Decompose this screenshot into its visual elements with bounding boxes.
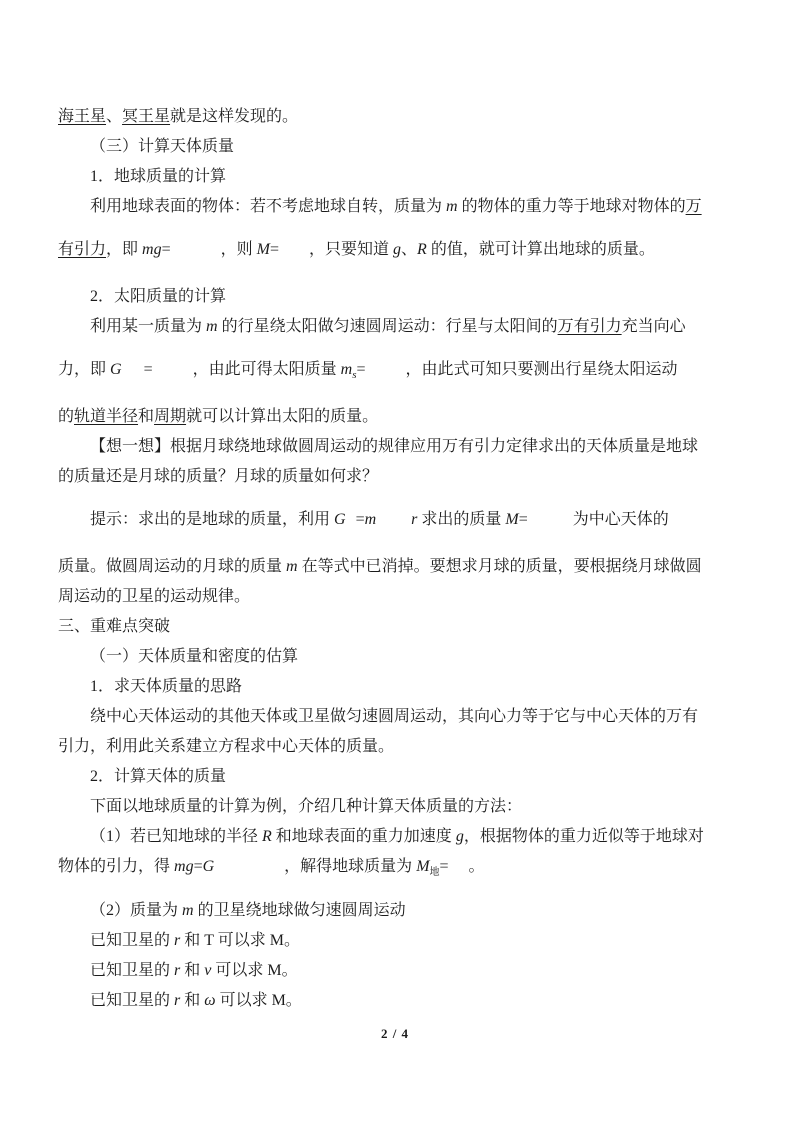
text-run: =	[161, 241, 171, 258]
text-line-1	[58, 102, 732, 132]
text-run: 、	[401, 241, 418, 258]
text-run: 就是这样发现的。	[170, 108, 299, 125]
text-run: =	[355, 511, 365, 528]
text-line-26	[58, 956, 732, 986]
text-run: ，只要知道	[309, 241, 394, 258]
text-run: 和地球表面的重力加速度	[271, 828, 456, 845]
text-line-3	[58, 162, 732, 192]
math-variable: m	[446, 198, 458, 215]
text-run: 和 T 可以求 M。	[180, 932, 300, 949]
math-variable: M	[256, 241, 270, 258]
text-run: =	[269, 241, 279, 258]
text-line-9	[58, 402, 732, 432]
math-variable: G	[334, 511, 346, 528]
text-line-2	[58, 132, 732, 162]
text-run: （2）质量为	[90, 902, 183, 919]
text-run: 和	[180, 962, 205, 979]
text-run: （1）若已知地球的半径	[90, 828, 263, 845]
math-variable: r	[174, 992, 181, 1009]
document-body	[58, 102, 732, 1016]
math-variable: G	[202, 858, 215, 875]
text-run: =	[439, 858, 449, 875]
math-variable: r	[174, 962, 181, 979]
text-run: 三、重难点突破	[58, 618, 171, 635]
text-run: 提示：求出的是地球的质量，利用	[90, 511, 335, 528]
math-subscript: s	[352, 369, 357, 381]
text-line-11	[58, 462, 732, 492]
text-line-8	[58, 355, 732, 385]
page-number: 2 / 4	[380, 1026, 410, 1041]
text-run: 力，即	[58, 361, 111, 378]
text-run: =	[193, 858, 203, 875]
text-line-14	[58, 582, 732, 612]
text-line-4	[58, 192, 732, 222]
text-run: 的质量还是月球的质量？月球的质量如何求？	[58, 468, 379, 485]
text-line-17	[58, 672, 732, 702]
text-run: （三）计算天体质量	[90, 138, 235, 155]
text-line-18	[58, 702, 732, 732]
text-run: 2．计算天体的质量	[90, 768, 227, 785]
text-line-6	[58, 282, 732, 312]
text-line-13	[58, 552, 732, 582]
text-line-25	[58, 926, 732, 956]
text-run: ，由此式可知只要测出行星绕太阳运动	[405, 361, 678, 378]
text-run: 的卫星绕地球做匀速圆周运动	[193, 902, 406, 919]
text-run: 下面以地球质量的计算为例，介绍几种计算天体质量的方法：	[90, 798, 523, 815]
text-run: 2．太阳质量的计算	[90, 288, 227, 305]
text-line-21	[58, 792, 732, 822]
math-variable: R	[417, 241, 427, 258]
underlined-term: 冥王星	[122, 108, 171, 125]
text-run: 已知卫星的	[90, 962, 175, 979]
text-run: =	[356, 361, 366, 378]
text-line-24	[58, 896, 732, 926]
text-run: 利用地球表面的物体：若不考虑地球自转，质量为	[90, 198, 447, 215]
underlined-term: 周期	[154, 408, 187, 425]
math-variable: G	[110, 361, 122, 378]
text-run: 可以求 M。	[215, 992, 302, 1009]
text-run: 的	[58, 408, 75, 425]
underlined-term: 万有引力	[557, 318, 622, 335]
text-line-15	[58, 612, 732, 642]
text-line-5	[58, 235, 732, 265]
text-run: ，解得地球质量为	[284, 858, 417, 875]
text-run: ，根据物体的重力近似等于地球对	[463, 828, 704, 845]
text-line-12	[58, 505, 732, 535]
text-run: ，即	[106, 241, 143, 258]
text-run: 。	[468, 858, 485, 875]
text-run: 充当向心	[621, 318, 686, 335]
text-run: 的行星绕太阳做匀速圆周运动：行星与太阳间的	[217, 318, 558, 335]
text-run: 和	[138, 408, 155, 425]
text-run: （一）天体质量和密度的估算	[90, 648, 299, 665]
text-run: 在等式中已消掉。要想求月球的质量，要根据绕月球做圆	[297, 558, 702, 575]
math-variable: m	[364, 511, 377, 528]
text-run: =	[143, 361, 153, 378]
text-run: 【想一想】根据月球绕地球做圆周运动的规律应用万有引力定律求出的天体质量是地球	[90, 438, 699, 455]
text-run: 1．求天体质量的思路	[90, 678, 243, 695]
text-run: 引力，利用此关系建立方程求中心天体的质量。	[58, 738, 395, 755]
text-run: ，则	[220, 241, 257, 258]
text-run: 质量。做圆周运动的月球的质量	[58, 558, 287, 575]
math-variable: mg	[174, 858, 194, 875]
math-variable: m	[206, 318, 218, 335]
text-run: 周运动的卫星的运动规律。	[58, 588, 251, 605]
underlined-term: 有引力	[58, 241, 107, 258]
text-run: 1．地球质量的计算	[90, 168, 227, 185]
text-run: 和	[180, 992, 205, 1009]
text-run: 物体的引力，得	[58, 858, 175, 875]
text-line-22	[58, 822, 732, 852]
text-run: 可以求 M。	[211, 962, 298, 979]
text-run: 就可以计算出太阳的质量。	[186, 408, 379, 425]
math-variable: mg	[142, 241, 162, 258]
text-line-27	[58, 986, 732, 1016]
math-variable: g	[455, 828, 464, 845]
math-variable: m	[182, 902, 194, 919]
text-line-16	[58, 642, 732, 672]
text-line-10	[58, 432, 732, 462]
text-line-19	[58, 732, 732, 762]
math-variable: ω	[204, 992, 216, 1009]
text-run: 利用某一质量为	[90, 318, 207, 335]
math-subscript: 地	[429, 867, 440, 878]
text-run: 绕中心天体运动的其他天体或卫星做匀速圆周运动，其向心力等于它与中心天体的万有	[90, 708, 699, 725]
text-run: 、	[106, 108, 123, 125]
text-run: 已知卫星的	[90, 992, 175, 1009]
math-variable: g	[393, 241, 402, 258]
math-variable: m	[286, 558, 298, 575]
text-run: ，由此可得太阳质量	[192, 361, 341, 378]
underlined-term: 轨道半径	[74, 408, 139, 425]
text-line-23	[58, 852, 732, 882]
text-line-7	[58, 312, 732, 342]
math-variable: M	[505, 511, 519, 528]
underlined-term: 万	[685, 198, 702, 215]
text-run: 的物体的重力等于地球对物体的	[457, 198, 686, 215]
text-run: 为中心天体的	[572, 511, 669, 528]
math-variable: r	[174, 932, 181, 949]
math-variable: v	[204, 962, 212, 979]
math-variable: M	[416, 858, 430, 875]
underlined-term: 海王星	[58, 108, 107, 125]
math-variable: m	[340, 361, 353, 378]
text-run: 已知卫星的	[90, 932, 175, 949]
text-run: 的值，就可计算出地球的质量。	[426, 241, 655, 258]
text-run: =	[518, 511, 528, 528]
math-variable: r	[411, 511, 418, 528]
text-run: 求出的质量	[417, 511, 506, 528]
math-variable: R	[262, 828, 272, 845]
text-line-20	[58, 762, 732, 792]
